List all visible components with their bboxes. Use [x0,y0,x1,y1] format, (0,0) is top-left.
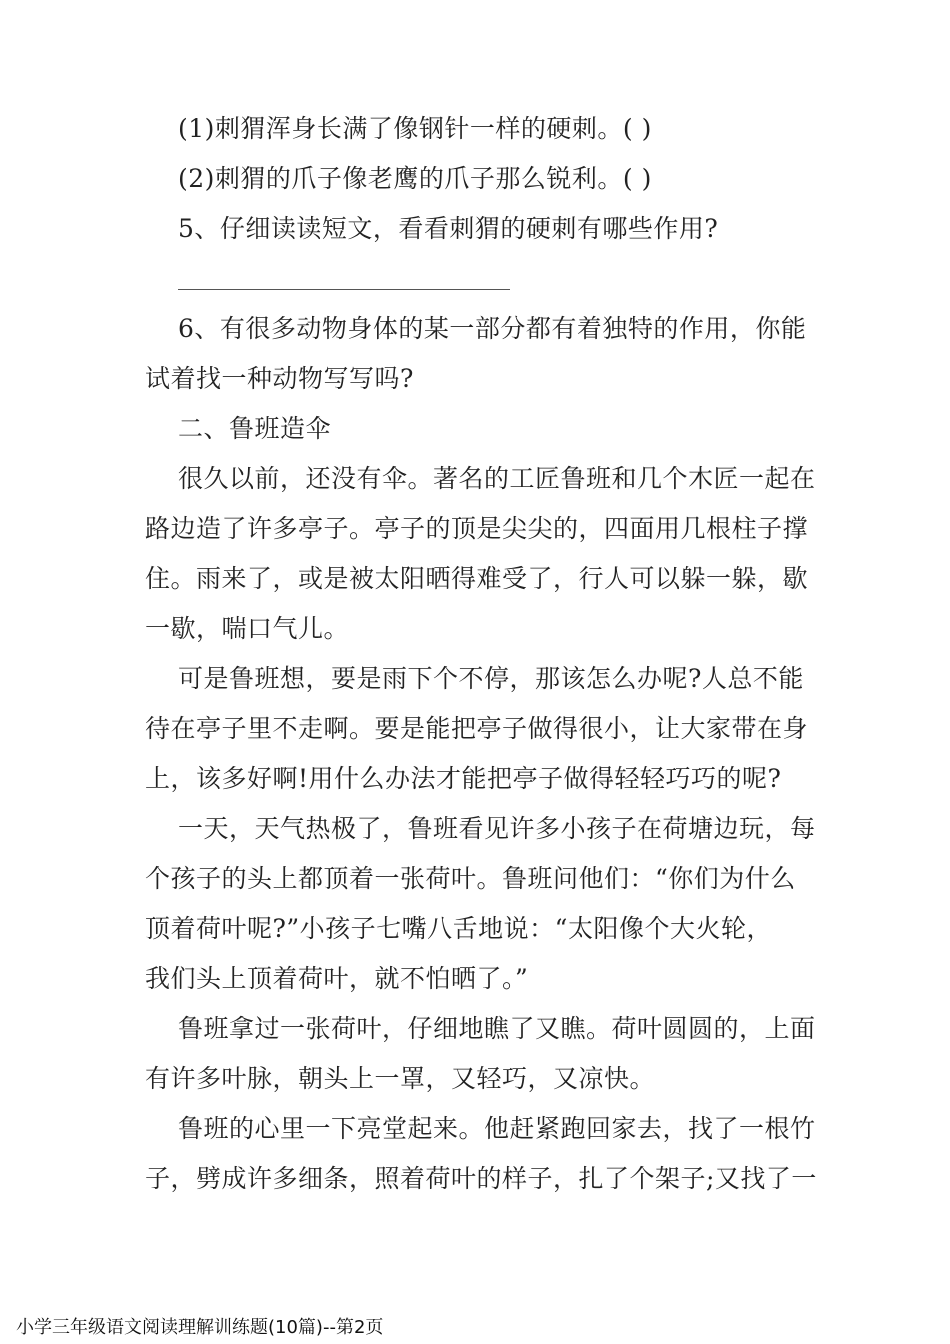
paragraph-2-line-1: 可是鲁班想，要是雨下个不停，那该怎么办呢?人总不能 [178,664,804,693]
paragraph-1-line-4: 一歇，喘口气儿。 [145,614,350,643]
paragraph-4-line-2: 有许多叶脉，朝头上一罩，又轻巧，又凉快。 [145,1064,656,1093]
question-4-2: (2)刺猬的爪子像老鹰的爪子那么锐利。( ) [178,164,652,193]
paragraph-3-line-3: 顶着荷叶呢?”小孩子七嘴八舌地说：“太阳像个大火轮， [145,914,772,943]
paragraph-1-line-2: 路边造了许多亭子。亭子的顶是尖尖的，四面用几根柱子撑 [145,514,809,543]
paragraph-5-line-2: 子，劈成许多细条，照着荷叶的样子，扎了个架子;又找了一 [145,1164,817,1193]
paragraph-5-line-1: 鲁班的心里一下亮堂起来。他赶紧跑回家去，找了一根竹 [178,1114,816,1143]
question-4-1: (1)刺猬浑身长满了像钢针一样的硬刺。( ) [178,114,652,143]
section-title: 二、鲁班造伞 [178,414,332,443]
paragraph-1-line-3: 住。雨来了，或是被太阳晒得难受了，行人可以躲一躲，歇 [145,564,809,593]
page-footer: 小学三年级语文阅读理解训练题(10篇)--第2页 [16,1317,384,1338]
paragraph-2-line-2: 待在亭子里不走啊。要是能把亭子做得很小，让大家带在身 [145,714,809,743]
paragraph-3-line-1: 一天，天气热极了，鲁班看见许多小孩子在荷塘边玩，每 [178,814,816,843]
question-5: 5、仔细读读短文，看看刺猬的硬刺有哪些作用? [178,214,719,243]
question-6-line-1: 6、有很多动物身体的某一部分都有着独特的作用，你能 [178,314,807,343]
answer-line [178,289,510,290]
paragraph-4-line-1: 鲁班拿过一张荷叶，仔细地瞧了又瞧。荷叶圆圆的，上面 [178,1014,816,1043]
paragraph-3-line-2: 个孩子的头上都顶着一张荷叶。鲁班问他们：“你们为什么 [145,864,796,893]
paragraph-1-line-1: 很久以前，还没有伞。著名的工匠鲁班和几个木匠一起在 [178,464,816,493]
paragraph-3-line-4: 我们头上顶着荷叶，就不怕晒了。” [145,964,529,993]
paragraph-2-line-3: 上，该多好啊!用什么办法才能把亭子做得轻轻巧巧的呢? [145,764,782,793]
question-6-line-2: 试着找一种动物写写吗? [145,364,414,393]
